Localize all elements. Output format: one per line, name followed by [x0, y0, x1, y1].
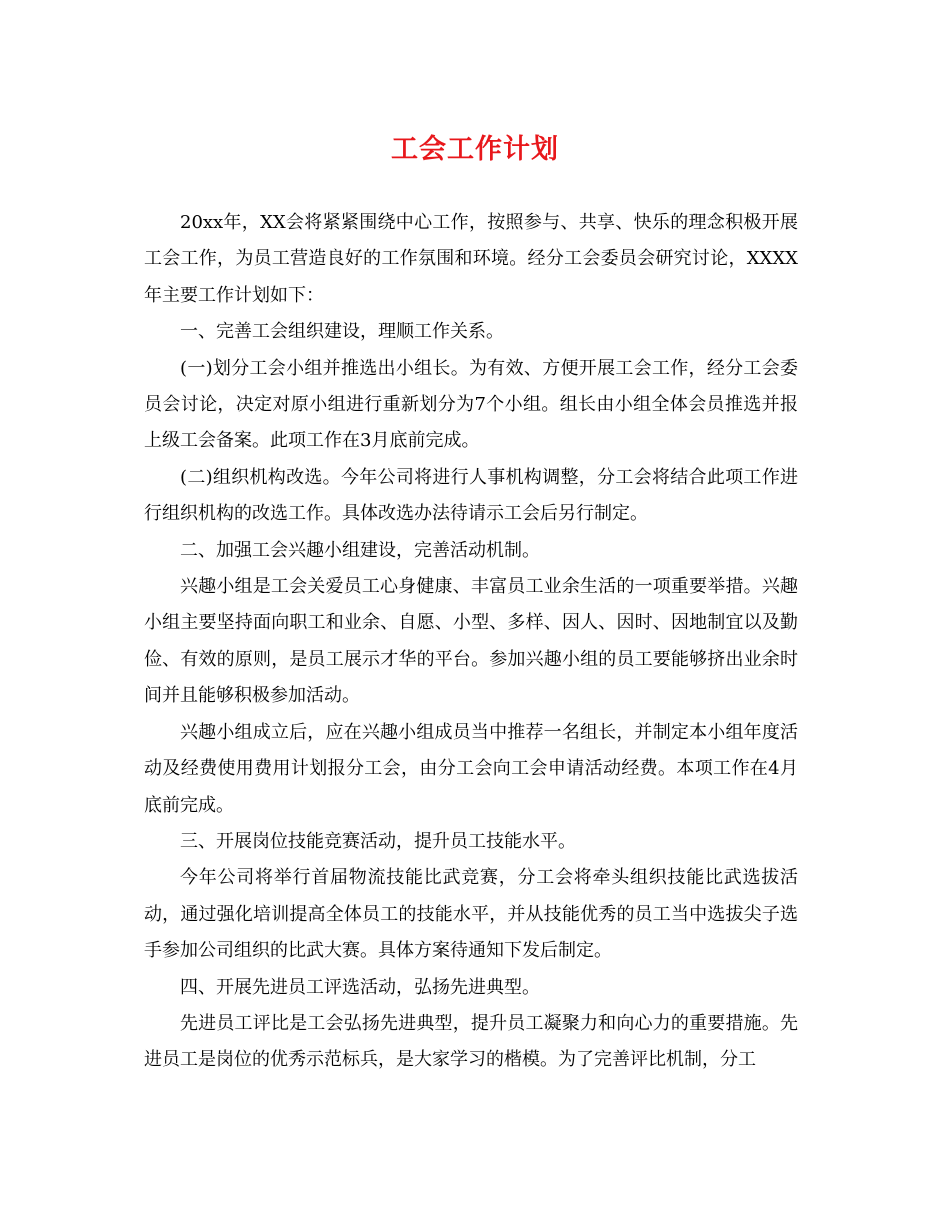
paragraph-2-2: 兴趣小组成立后，应在兴趣小组成员当中推荐一名组长，并制定本小组年度活动及经费使用费用计划报分工会，由分工会向工会申请活动经费。本项工作在4月底前完成。: [144, 721, 798, 816]
paragraph-intro: 20xx年，XX会将紧紧围绕中心工作，按照参与、共享、快乐的理念积极开展工会工作，为员工营造良好的工作氛围和环境。经分工会委员会研究讨论，XXXX年主要工作计划如下：: [144, 212, 798, 306]
paragraph-1-1: (一)划分工会小组并推选出小组长。为有效、方便开展工会工作，经分工会委员会讨论，决定对原小组进行重新划分为7个小组。组长由小组全体会员推选并报上级工会备案。此项工作在3月底前完成。: [144, 357, 798, 452]
paragraph-1-2: (二)组织机构改选。今年公司将进行人事机构调整，分工会将结合此项工作进行组织机构的改选工作。具体改选办法待请示工会后另行制定。: [144, 466, 798, 525]
paragraph-3-1: 今年公司将举行首届物流技能比武竞赛，分工会将牵头组织技能比武选拔活动，通过强化培训提高全体员工的技能水平，并从技能优秀的员工当中选拔尖子选手参加公司组织的比武大赛。具体方案待通知下发后制定。: [144, 867, 798, 962]
paragraph-4-1: 先进员工评比是工会弘扬先进典型，提升员工凝聚力和向心力的重要措施。先进员工是岗位的优秀示范标兵，是大家学习的楷模。为了完善评比机制，分工: [144, 1012, 798, 1071]
document-body: [144, 205, 798, 1079]
paragraph-2-1: 兴趣小组是工会关爱员工心身健康、丰富员工业余生活的一项重要举措。兴趣小组主要坚持面向职工和业余、自愿、小型、多样、因人、因时、因地制宜以及勤俭、有效的原则，是员工展示才华的平台。参加兴趣小组的员工要能够挤出业余时间并且能够积极参加活动。: [144, 576, 798, 707]
section-heading-3: 三、开展岗位技能竞赛活动，提升员工技能水平。: [180, 830, 576, 852]
document-title: 工会工作计划: [391, 134, 559, 165]
section-heading-2: 二、加强工会兴趣小组建设，完善活动机制。: [180, 539, 540, 561]
section-heading-1: 一、完善工会组织建设，理顺工作关系。: [180, 321, 504, 343]
section-heading-4: 四、开展先进员工评选活动，弘扬先进典型。: [180, 976, 540, 998]
